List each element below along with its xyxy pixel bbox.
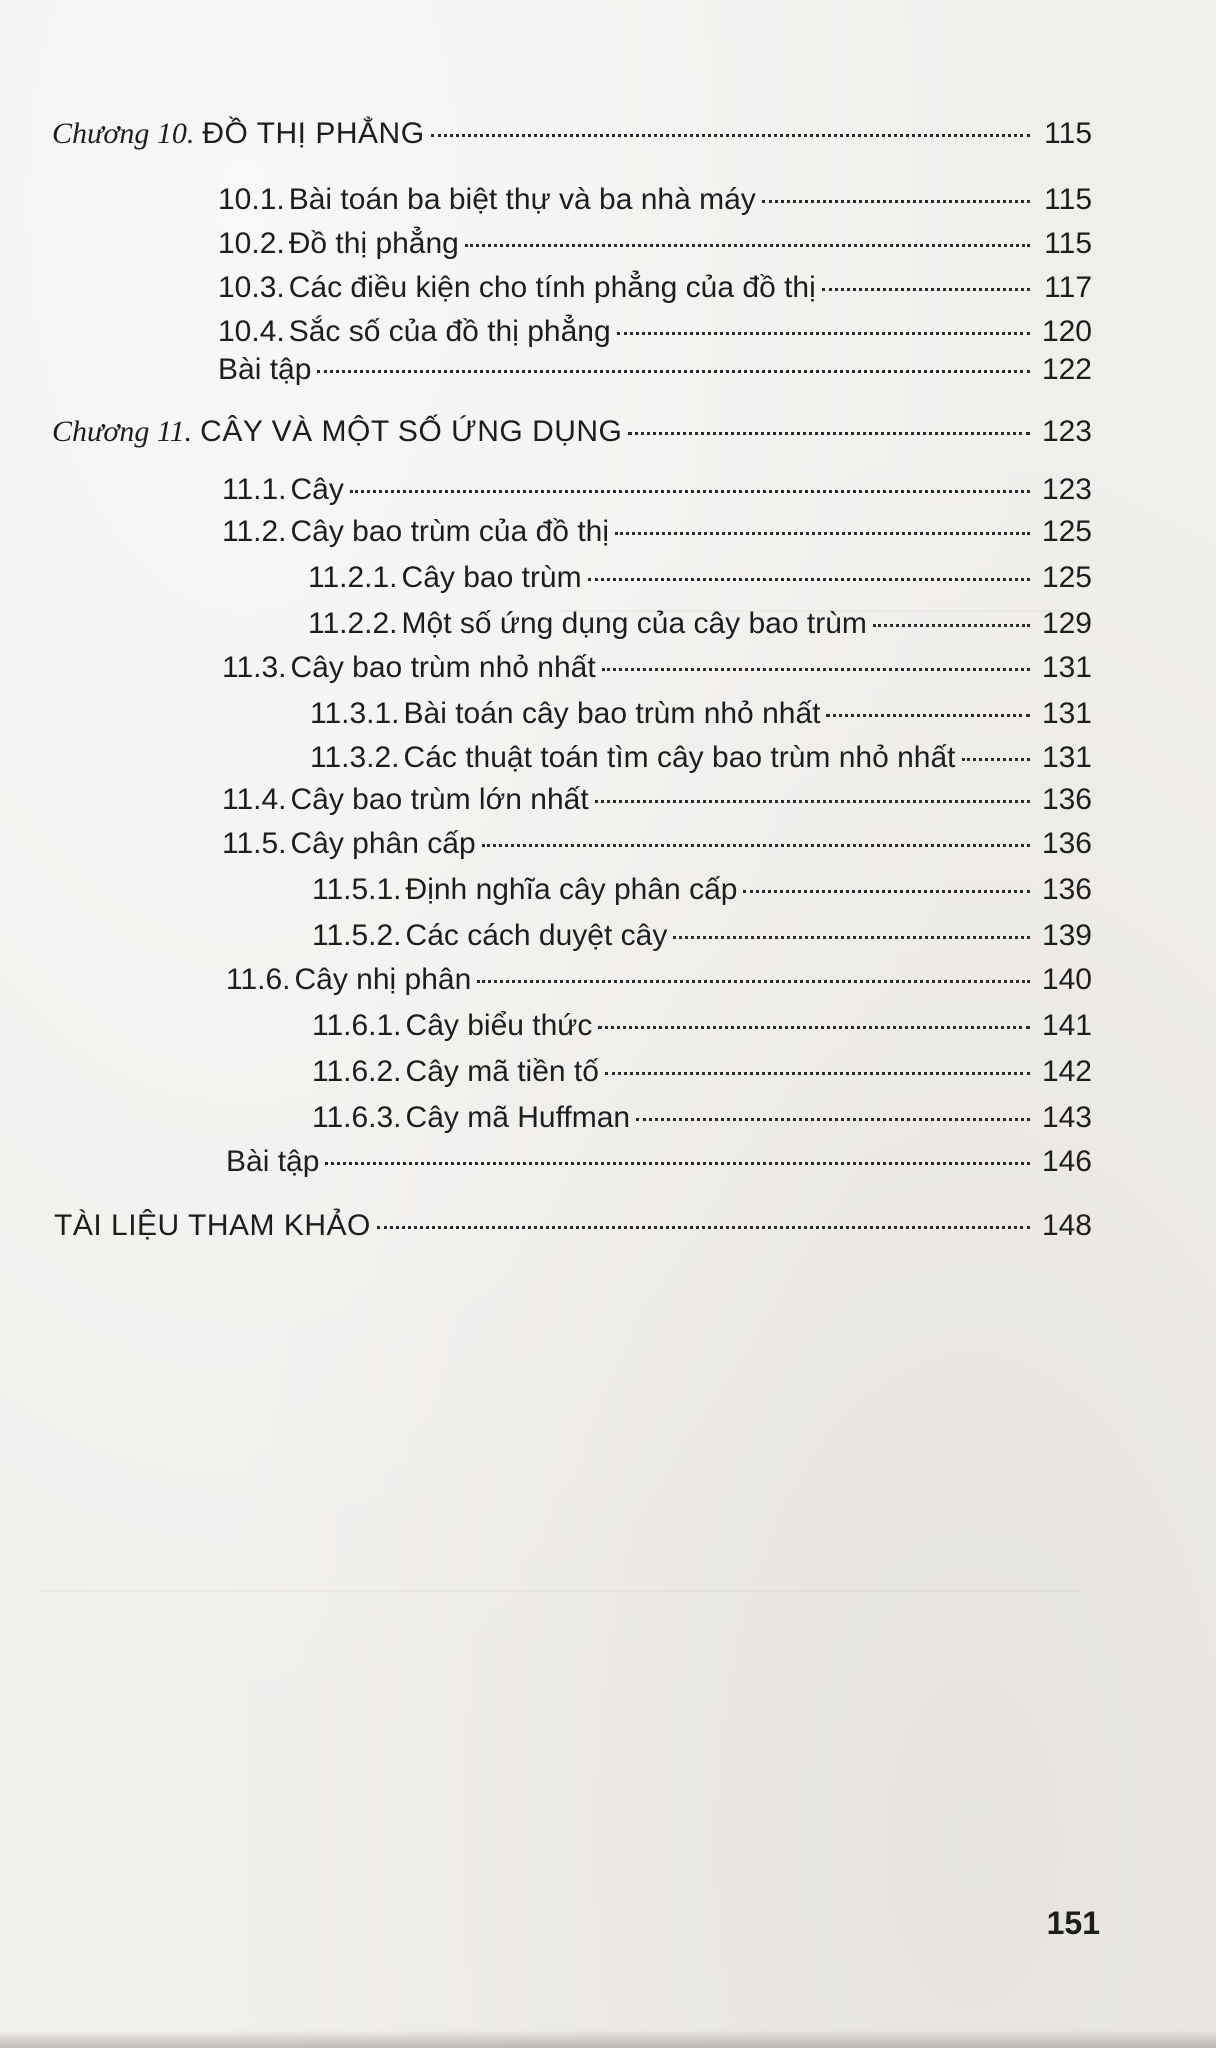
dot-leader [325, 1162, 1030, 1165]
dot-leader [636, 1118, 1030, 1121]
page-number: 125 [1041, 561, 1092, 594]
subsection-title: Định nghĩa cây phân cấp [405, 873, 738, 906]
section-title: Đồ thị phẳng [288, 227, 459, 260]
toc-subitem[interactable] [312, 918, 1092, 956]
dot-leader [873, 624, 1030, 627]
page-number: 139 [1041, 919, 1092, 952]
toc-subitem[interactable] [310, 696, 1092, 734]
toc-subitem[interactable] [308, 606, 1092, 644]
page-number: 115 [1044, 227, 1092, 260]
page-number: 123 [1041, 415, 1092, 448]
section-number: 11.6. [226, 963, 291, 996]
section-number: 10.2. [218, 227, 285, 260]
subsection-number: 11.2.2. [308, 607, 398, 640]
toc-chapter-11[interactable] [52, 414, 1092, 452]
dot-leader [431, 134, 1030, 137]
dot-leader [477, 980, 1030, 983]
section-number: 11.5. [222, 827, 287, 860]
toc-exercises[interactable] [218, 352, 1092, 390]
toc-subitem[interactable] [312, 1054, 1092, 1092]
dot-leader [628, 432, 1030, 435]
section-title: Cây bao trùm nhỏ nhất [290, 651, 596, 684]
subsection-number: 11.6.3. [312, 1101, 402, 1134]
dot-leader [962, 758, 1030, 761]
dot-leader [762, 200, 1030, 203]
toc-subitem[interactable] [312, 872, 1092, 910]
subsection-title: Cây mã Huffman [405, 1101, 631, 1134]
dot-leader [602, 668, 1030, 671]
section-title: Cây bao trùm của đồ thị [290, 515, 610, 548]
section-number: 11.3. [222, 651, 287, 684]
section-number: 11.1. [222, 473, 287, 506]
page-number: 136 [1041, 827, 1092, 860]
section-title: Bài toán ba biệt thự và ba nhà máy [288, 183, 756, 216]
section-title: Các điều kiện cho tính phẳng của đồ thị [288, 271, 816, 304]
page-number: 140 [1041, 963, 1092, 996]
subsection-title: Cây biểu thức [405, 1009, 593, 1042]
section-number: 10.4. [218, 315, 285, 348]
subsection-title: Một số ứng dụng của cây bao trùm [401, 607, 867, 640]
toc-item[interactable] [222, 782, 1092, 820]
dot-leader [822, 288, 1030, 291]
exercises-label: Bài tập [218, 353, 312, 386]
toc-references[interactable] [54, 1208, 1092, 1246]
page-number: 122 [1041, 353, 1092, 386]
dot-leader [595, 800, 1030, 803]
page-number: 136 [1041, 783, 1092, 816]
section-title: Cây bao trùm lớn nhất [290, 783, 589, 816]
dot-leader [350, 490, 1030, 493]
section-number: 10.3. [218, 271, 285, 304]
dot-leader [377, 1226, 1030, 1229]
toc-item[interactable] [218, 182, 1092, 220]
subsection-title: Cây mã tiền tố [405, 1055, 599, 1088]
subsection-title: Cây bao trùm [401, 561, 582, 594]
page-number: 131 [1041, 741, 1092, 774]
toc-exercises[interactable] [226, 1144, 1092, 1182]
page-number: 129 [1041, 607, 1092, 640]
page-number: 117 [1044, 271, 1092, 304]
references-label: TÀI LIỆU THAM KHẢO [54, 1209, 371, 1242]
dot-leader [826, 714, 1030, 717]
page-bottom-edge [0, 2030, 1216, 2048]
dot-leader [588, 578, 1030, 581]
subsection-number: 11.6.2. [312, 1055, 402, 1088]
page-number: 125 [1041, 515, 1092, 548]
section-number: 11.4. [222, 783, 287, 816]
subsection-number: 11.3.2. [310, 741, 400, 774]
section-title: Cây nhị phân [294, 963, 472, 996]
page-number: 131 [1041, 651, 1092, 684]
dot-leader [598, 1026, 1030, 1029]
page-footer-number: 151 [1046, 1905, 1100, 1941]
toc-item[interactable] [222, 650, 1092, 688]
section-number: 10.1. [218, 183, 285, 216]
dot-leader [482, 844, 1030, 847]
chapter-prefix: Chương 11. [52, 415, 193, 448]
section-title: Cây [290, 473, 344, 506]
subsection-number: 11.5.1. [312, 873, 402, 906]
dot-leader [465, 244, 1030, 247]
subsection-number: 11.3.1. [310, 697, 400, 730]
subsection-title: Các cách duyệt cây [405, 919, 668, 952]
page-number: 123 [1041, 473, 1092, 506]
toc-item[interactable] [218, 314, 1092, 352]
bleed-through-decoration [40, 1590, 1080, 1832]
toc-subitem[interactable] [310, 740, 1092, 778]
dot-leader [605, 1072, 1030, 1075]
subsection-number: 11.6.1. [312, 1009, 402, 1042]
subsection-title: Bài toán cây bao trùm nhỏ nhất [403, 697, 821, 730]
page-number: 148 [1041, 1209, 1092, 1242]
toc-chapter-10[interactable] [52, 116, 1092, 154]
exercises-label: Bài tập [226, 1145, 320, 1178]
page-number: 136 [1041, 873, 1092, 906]
dot-leader [617, 332, 1030, 335]
toc-subitem[interactable] [308, 560, 1092, 598]
section-title: Sắc số của đồ thị phẳng [288, 315, 611, 348]
chapter-title: ĐỒ THỊ PHẲNG [202, 117, 425, 150]
page-number: 143 [1041, 1101, 1092, 1134]
toc-item[interactable] [222, 826, 1092, 864]
dot-leader [615, 532, 1030, 535]
section-title: Cây phân cấp [290, 827, 476, 860]
subsection-number: 11.5.2. [312, 919, 402, 952]
page-number: 115 [1044, 117, 1092, 150]
toc-item[interactable] [222, 472, 1092, 510]
page-number: 146 [1041, 1145, 1092, 1178]
dot-leader [673, 936, 1030, 939]
toc-subitem[interactable] [312, 1100, 1092, 1138]
toc-item[interactable] [218, 226, 1092, 264]
subsection-title: Các thuật toán tìm cây bao trùm nhỏ nhất [403, 741, 956, 774]
toc-item[interactable] [226, 962, 1092, 1000]
page-number: 115 [1044, 183, 1092, 216]
subsection-number: 11.2.1. [308, 561, 398, 594]
chapter-title: CÂY VÀ MỘT SỐ ỨNG DỤNG [200, 415, 623, 448]
page-number: 141 [1041, 1009, 1092, 1042]
page-number: 131 [1041, 697, 1092, 730]
chapter-prefix: Chương 10. [52, 117, 195, 150]
dot-leader [317, 370, 1030, 373]
page-number: 120 [1041, 315, 1092, 348]
page-number: 142 [1041, 1055, 1092, 1088]
toc-item[interactable] [218, 270, 1092, 308]
toc-item[interactable] [222, 514, 1092, 552]
toc-subitem[interactable] [312, 1008, 1092, 1046]
dot-leader [743, 890, 1030, 893]
section-number: 11.2. [222, 515, 287, 548]
